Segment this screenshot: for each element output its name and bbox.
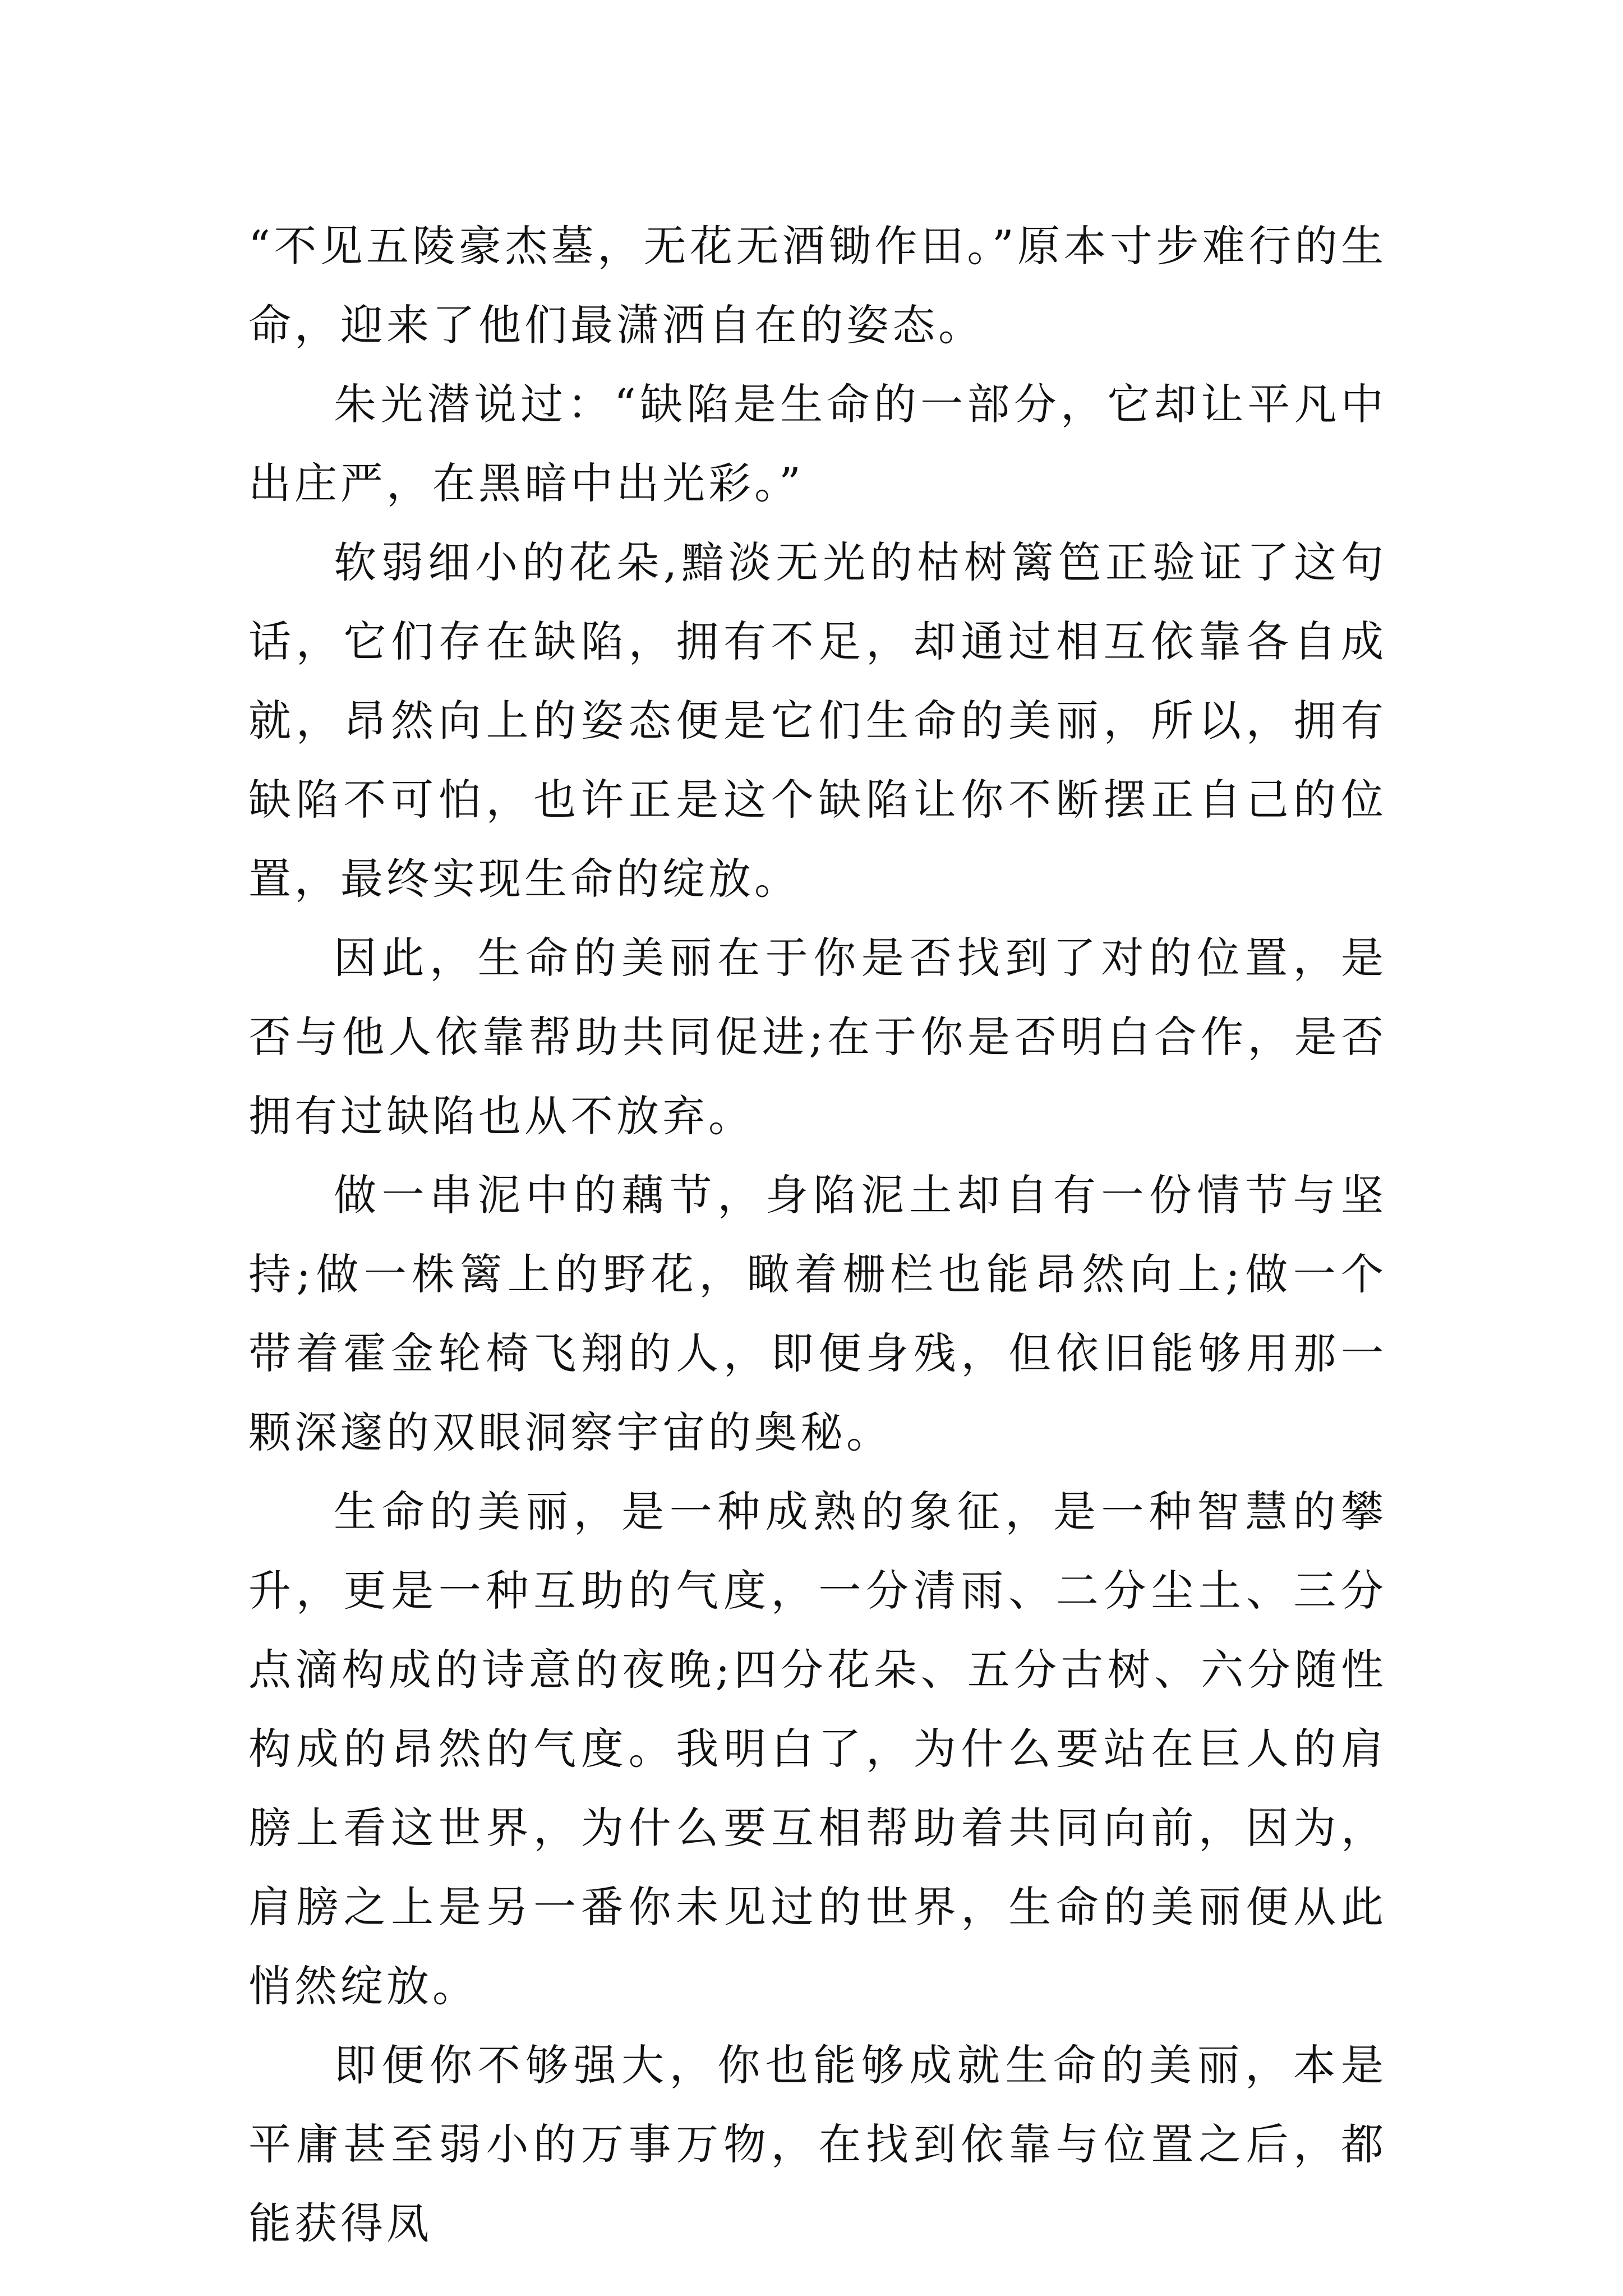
paragraph-3: 软弱细小的花朵,黯淡无光的枯树篱笆正验证了这句话，它们存在缺陷，拥有不足，却通过相互依靠各自成就，昂然向上的姿态便是它们生命的美丽，所以，拥有缺陷不可怕，也许正是这个缺陷让你不断摆正自己的位置，最终实现生命的绽放。 [248,537,1387,904]
paragraph-6: 生命的美丽，是一种成熟的象征，是一种智慧的攀升，更是一种互助的气度，一分清雨、二分尘土、三分点滴构成的诗意的夜晚;四分花朵、五分古树、六分随性构成的昂然的气度。我明白了，为什么要站在巨人的肩膀上看这世界，为什么要互相帮助着共同向前，因为，肩膀之上是另一番你未见过的世界，生命的美丽便从此悄然绽放。 [248,1487,1387,2011]
paragraph-1: “不见五陵豪杰墓，无花无酒锄作田。”原本寸步难行的生命，迎来了他们最潇洒自在的姿态。 [248,221,1387,350]
document-body [248,206,1387,2263]
paragraph-4: 因此，生命的美丽在于你是否找到了对的位置，是否与他人依靠帮助共同促进;在于你是否明白合作，是否拥有过缺陷也从不放弃。 [248,933,1387,1141]
paragraph-7: 即便你不够强大，你也能够成就生命的美丽，本是平庸甚至弱小的万事万物，在找到依靠与位置之后，都能获得凤 [248,2040,1387,2248]
paragraph-5: 做一串泥中的藕节，身陷泥土却自有一份情节与坚持;做一株篱上的野花，瞰着栅栏也能昂然向上;做一个带着霍金轮椅飞翔的人，即便身残，但依旧能够用那一颗深邃的双眼洞察宇宙的奥秘。 [248,1170,1387,1457]
paragraph-2: 朱光潜说过：“缺陷是生命的一部分，它却让平凡中出庄严，在黑暗中出光彩。” [248,379,1387,508]
